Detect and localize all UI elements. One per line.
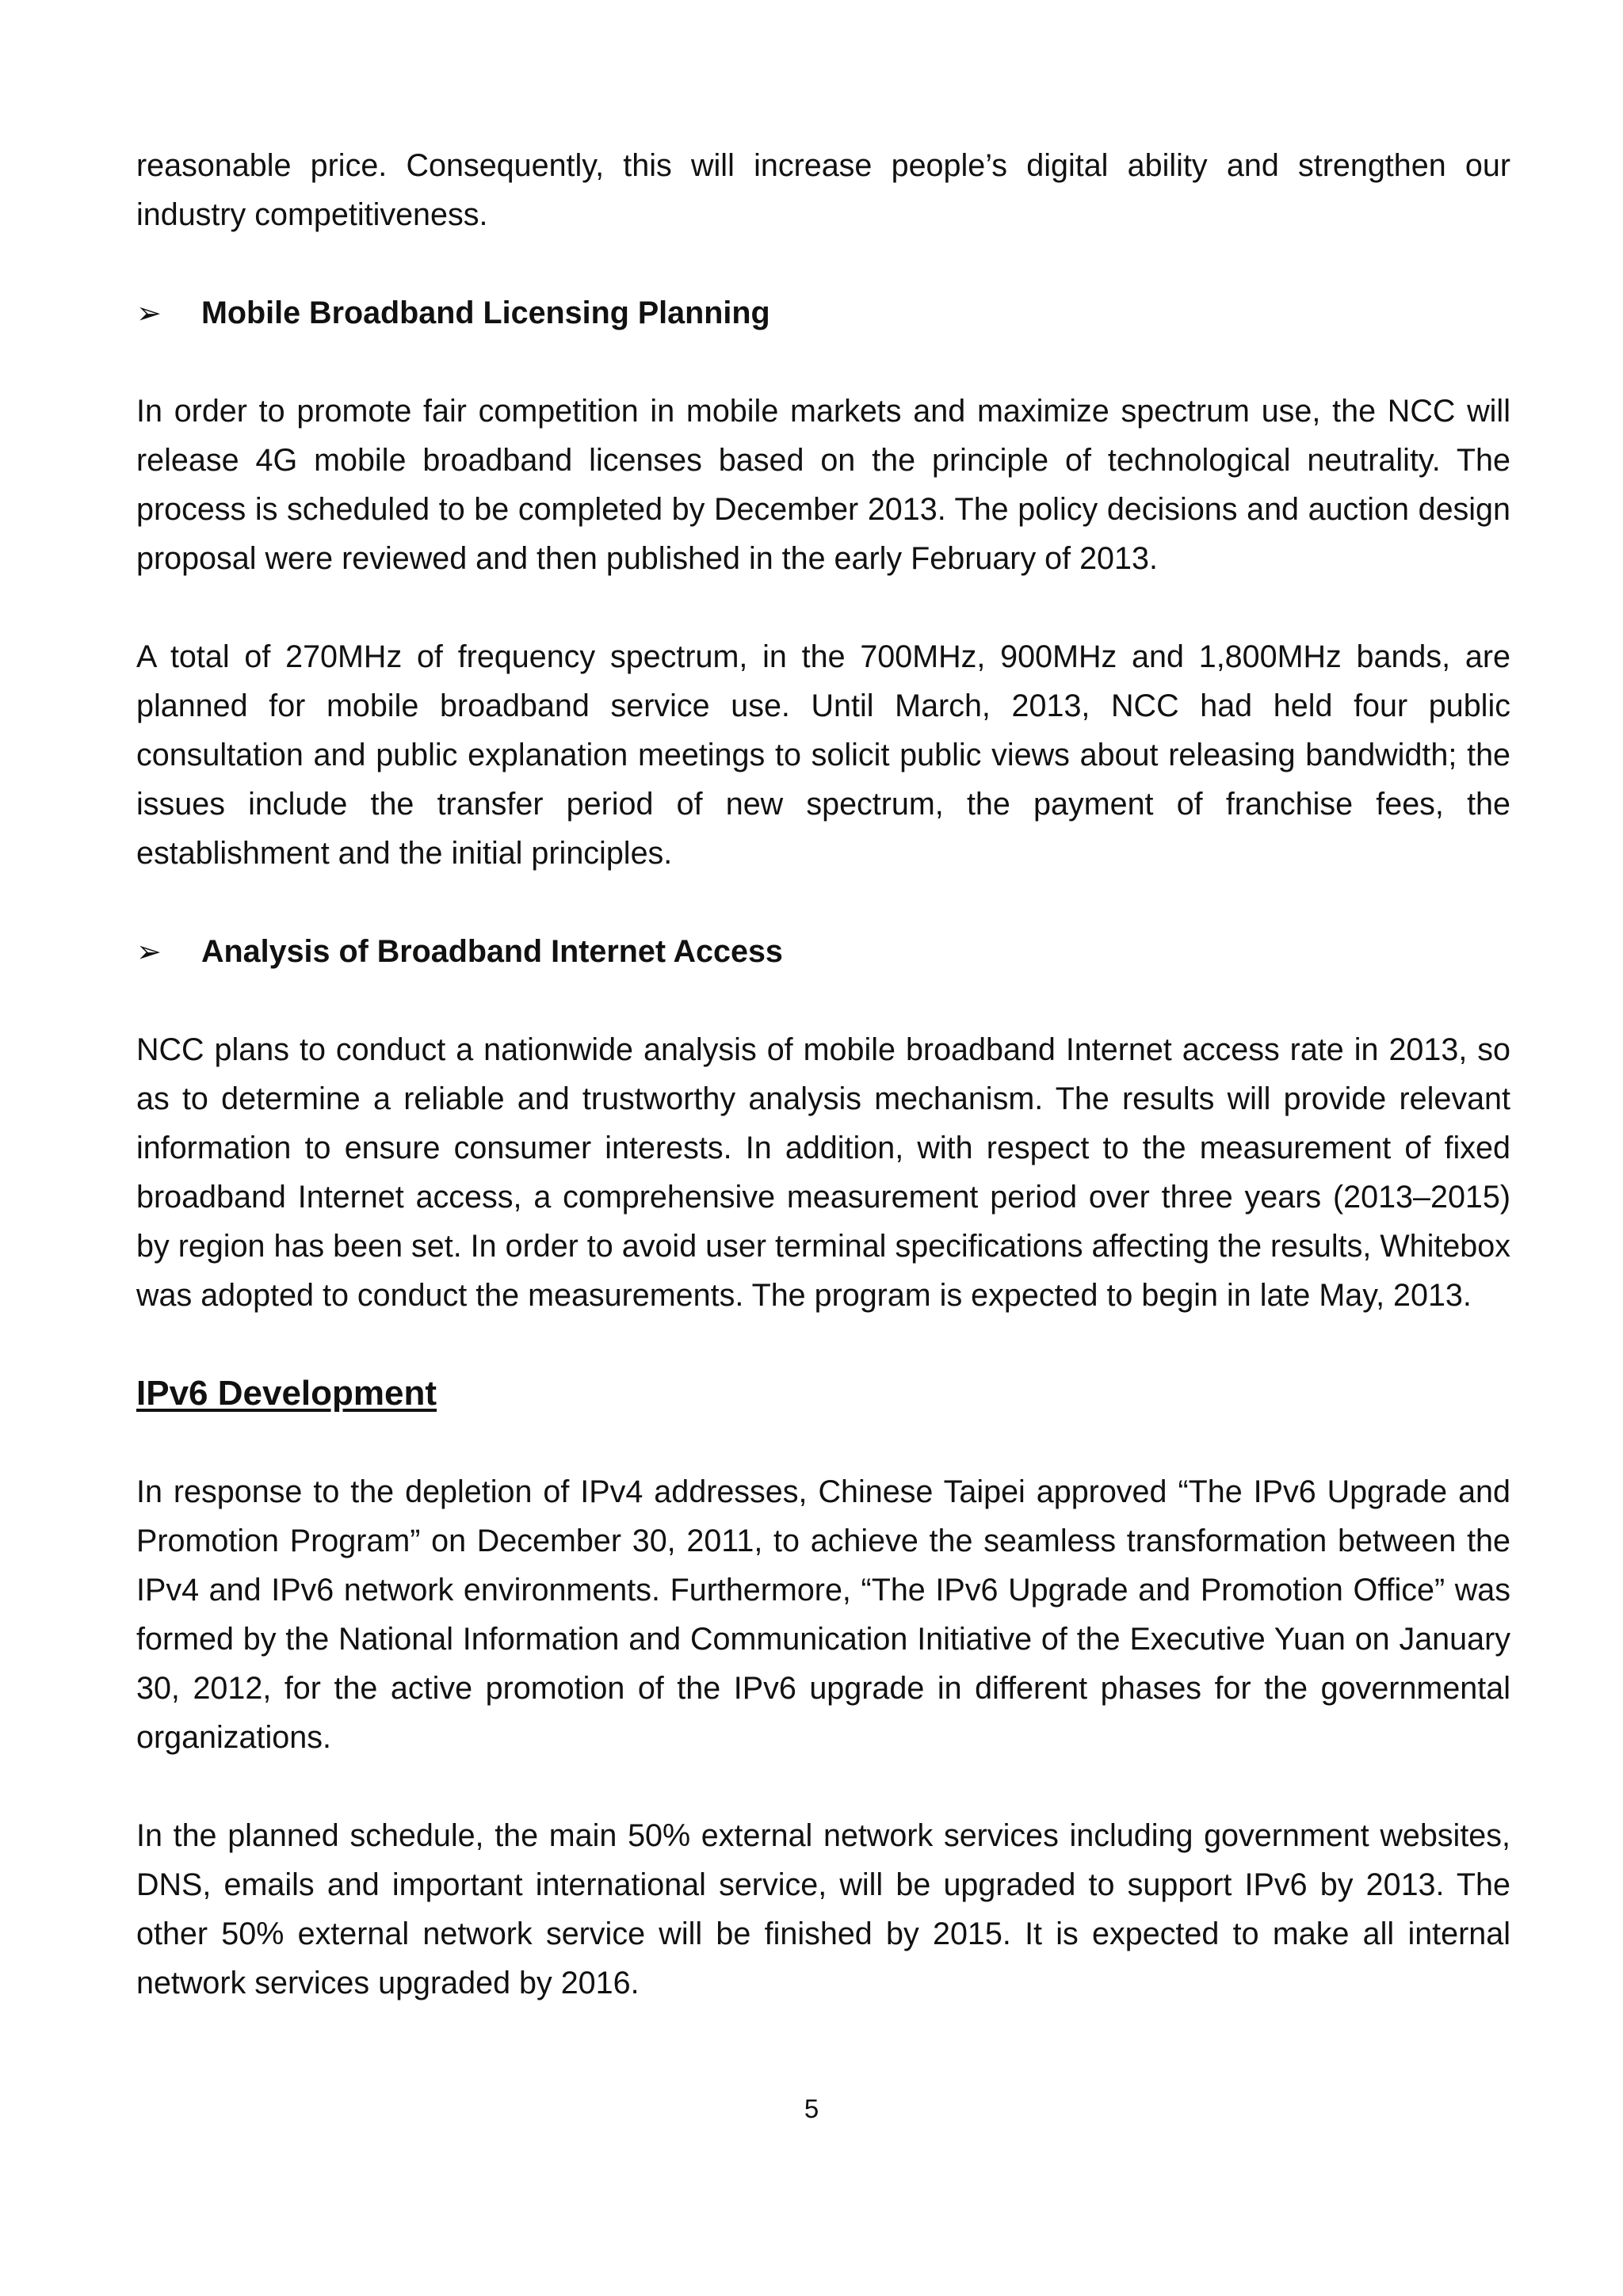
- spacer: [136, 239, 1510, 288]
- access-analysis-paragraph: NCC plans to conduct a nationwide analysis of mobile broadband Internet access rate in 2013, so as to determine a reliable and trustworthy analysis mechanism. The results will provide relevant information to ensure consumer interests. In addition, with respect to the measurement of fixed broadband Internet access, a comprehensive measurement period over three years (2013–2015) by region has been set. In order to avoid user terminal specifications affecting the results, Whitebox was adopted to conduct the measurements. The program is expected to begin in late May, 2013.: [136, 1032, 1510, 1313]
- page-number: 5: [804, 2094, 819, 2123]
- intro-paragraph: reasonable price. Consequently, this will increase people’s digital ability and strengthen our industry competitiveness.: [136, 148, 1510, 232]
- spacer: [136, 1418, 1510, 1467]
- mobile-licensing-heading-text: Mobile Broadband Licensing Planning: [201, 295, 770, 330]
- mobile-licensing-heading: [136, 288, 1510, 338]
- ipv6-paragraph-1: In response to the depletion of IPv4 addresses, Chinese Taipei approved “The IPv6 Upgrade and Promotion Program” on December 30, 2011, to achieve the seamless transformation between the IPv4 and IPv6 network environments. Furthermore, “The IPv6 Upgrade and Promotion Office” was formed by the National Information and Communication Initiative of the Executive Yuan on January 30, 2012, for the active promotion of the IPv6 upgrade in different phases for the governmental organizations.: [136, 1474, 1510, 1755]
- ipv6-section-heading: IPv6 Development: [136, 1374, 437, 1413]
- arrowhead-bullet-icon: ➢: [136, 935, 162, 969]
- ipv6-paragraph-2: In the planned schedule, the main 50% external network services including government websites, DNS, emails and important international service, will be upgraded to support IPv6 by 2013. The other 50% external network service will be finished by 2015. It is expected to make all internal network services upgraded by 2016.: [136, 1818, 1510, 2000]
- spacer: [136, 1762, 1510, 1811]
- spacer: [136, 1320, 1510, 1369]
- access-analysis-heading: [136, 927, 1510, 976]
- spacer: [136, 878, 1510, 927]
- spacer: [136, 976, 1510, 1025]
- access-analysis-heading-text: Analysis of Broadband Internet Access: [201, 933, 783, 969]
- mobile-licensing-paragraph-1: In order to promote fair competition in mobile markets and maximize spectrum use, the NCC will release 4G mobile broadband licenses based on the principle of technological neutrality. The process is scheduled to be completed by December 2013. The policy decisions and auction design proposal were reviewed and then published in the early February of 2013.: [136, 394, 1510, 576]
- mobile-licensing-paragraph-2: A total of 270MHz of frequency spectrum, in the 700MHz, 900MHz and 1,800MHz bands, are planned for mobile broadband service use. Until March, 2013, NCC had held four public consultation and public explanation meetings to solicit public views about releasing bandwidth; the issues include the transfer period of new spectrum, the payment of franchise fees, the establishment and the initial principles.: [136, 639, 1510, 871]
- arrowhead-bullet-icon: ➢: [136, 296, 162, 330]
- spacer: [136, 338, 1510, 387]
- spacer: [136, 583, 1510, 632]
- document-page: [136, 141, 1510, 2008]
